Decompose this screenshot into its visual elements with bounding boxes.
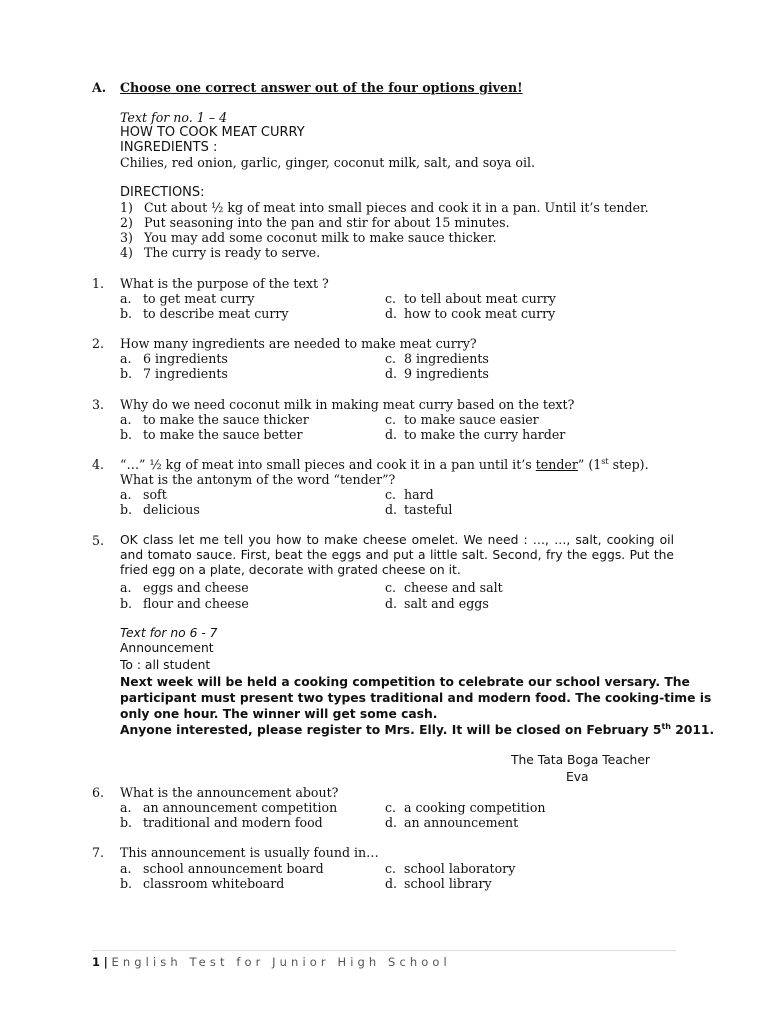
question-3 — [0, 397, 768, 413]
option-d[interactable]: an announcement — [404, 815, 519, 830]
footer-text: English Test for Junior High School — [111, 955, 451, 969]
underlined-word: tender — [535, 457, 578, 472]
direction-step — [0, 245, 768, 261]
announcement-heading: Announcement — [120, 641, 214, 655]
option-b[interactable]: to describe meat curry — [143, 306, 289, 321]
option-b[interactable]: classroom whiteboard — [143, 876, 285, 891]
option-letter: d. — [385, 502, 398, 517]
options-row — [0, 580, 768, 596]
directions-heading: DIRECTIONS: — [120, 185, 205, 200]
option-letter: c. — [385, 861, 397, 876]
option-d[interactable]: how to cook meat curry — [404, 306, 556, 321]
option-a[interactable]: 6 ingredients — [143, 351, 228, 366]
question-number: 1. — [92, 276, 105, 291]
option-letter: b. — [120, 427, 133, 442]
question-number: 6. — [92, 785, 105, 800]
options-row — [0, 366, 768, 382]
option-letter: d. — [385, 366, 398, 381]
text1-label: Text for no. 1 – 4 — [120, 110, 228, 125]
option-c[interactable]: hard — [404, 487, 434, 502]
option-letter: c. — [385, 412, 397, 427]
option-letter: b. — [120, 306, 133, 321]
option-letter: b. — [120, 596, 133, 611]
direction-step — [0, 230, 768, 246]
option-a[interactable]: soft — [143, 487, 167, 502]
page-footer — [92, 955, 451, 969]
option-d[interactable]: tasteful — [404, 502, 453, 517]
option-d[interactable]: 9 ingredients — [404, 366, 489, 381]
section-instruction: Choose one correct answer out of the four options given! — [120, 80, 523, 95]
question-number: 4. — [92, 457, 105, 472]
question-5-line: OK class let me tell you how to make cheese omelet. We need : …, …, salt, cooking oil — [120, 533, 674, 547]
question-number: 2. — [92, 336, 105, 351]
option-letter: d. — [385, 815, 398, 830]
option-letter: c. — [385, 800, 397, 815]
option-a[interactable]: to make the sauce thicker — [143, 412, 309, 427]
options-row — [0, 815, 768, 831]
options-row — [0, 800, 768, 816]
option-c[interactable]: to tell about meat curry — [404, 291, 556, 306]
question-6 — [0, 785, 768, 801]
option-a[interactable]: school announcement board — [143, 861, 324, 876]
question-4-line2 — [0, 472, 768, 488]
question-text: This announcement is usually found in… — [120, 845, 379, 860]
options-row — [0, 596, 768, 612]
question-text: How many ingredients are needed to make meat curry? — [120, 336, 477, 351]
announcement-text: Anyone interested, please register to Mrs. Elly. It will be closed on February 5 — [120, 723, 662, 737]
option-c[interactable]: 8 ingredients — [404, 351, 489, 366]
option-c[interactable]: to make sauce easier — [404, 412, 539, 427]
option-c[interactable]: a cooking competition — [404, 800, 546, 815]
option-a[interactable]: to get meat curry — [143, 291, 255, 306]
step-number: 4) — [120, 245, 133, 260]
question-text: What is the purpose of the text ? — [120, 276, 329, 291]
question-text — [120, 457, 649, 473]
options-row — [0, 291, 768, 307]
question-4 — [0, 457, 768, 473]
option-b[interactable]: 7 ingredients — [143, 366, 228, 381]
options-row — [0, 306, 768, 322]
option-letter: a. — [120, 861, 132, 876]
option-letter: b. — [120, 876, 133, 891]
options-row — [0, 412, 768, 428]
option-b[interactable]: delicious — [143, 502, 200, 517]
question-text-part: “…” ½ kg of meat into small pieces and cook it in a pan until it’s — [120, 457, 536, 472]
question-number: 3. — [92, 397, 105, 412]
question-text: Why do we need coconut milk in making meat curry based on the text? — [120, 397, 575, 412]
announcement-recipient: To : all student — [120, 658, 211, 672]
question-text-part: ” (1 — [577, 457, 602, 472]
announcement-line: participant must present two types traditional and modern food. The cooking-time is — [120, 691, 712, 705]
announcement-text: 2011. — [670, 723, 715, 737]
question-number: 5. — [92, 533, 105, 548]
announcement-line — [120, 723, 714, 739]
superscript: th — [661, 721, 671, 731]
options-row — [0, 427, 768, 443]
options-row — [0, 502, 768, 518]
option-letter: b. — [120, 366, 133, 381]
option-d[interactable]: to make the curry harder — [404, 427, 566, 442]
option-letter: d. — [385, 427, 398, 442]
ingredients-list: Chilies, red onion, garlic, ginger, coconut milk, salt, and soya oil. — [120, 155, 536, 170]
option-a[interactable]: an announcement competition — [143, 800, 338, 815]
announcement-line: only one hour. The winner will get some cash. — [120, 707, 438, 721]
option-d[interactable]: salt and eggs — [404, 596, 489, 611]
option-letter: d. — [385, 876, 398, 891]
step-number: 1) — [120, 200, 133, 215]
step-text: You may add some coconut milk to make sauce thicker. — [144, 230, 497, 245]
option-c[interactable]: school laboratory — [404, 861, 516, 876]
options-row — [0, 876, 768, 892]
option-letter: a. — [120, 412, 132, 427]
option-letter: a. — [120, 487, 132, 502]
option-b[interactable]: traditional and modern food — [143, 815, 323, 830]
footer-separator: | — [103, 955, 108, 969]
option-letter: c. — [385, 351, 397, 366]
question-5-line: and tomato sauce. First, beat the eggs and put a little salt. Second, fry the eggs. Put the — [120, 548, 674, 562]
option-letter: a. — [120, 351, 132, 366]
signature-title: The Tata Boga Teacher — [511, 753, 650, 767]
announcement-line: Next week will be held a cooking competition to celebrate our school versary. The — [120, 675, 690, 689]
option-letter: b. — [120, 502, 133, 517]
direction-step — [0, 215, 768, 231]
option-letter: c. — [385, 580, 397, 595]
option-letter: a. — [120, 291, 132, 306]
options-row — [0, 861, 768, 877]
question-number: 7. — [92, 845, 105, 860]
question-2 — [0, 336, 768, 352]
question-text-part: step). — [608, 457, 649, 472]
step-number: 3) — [120, 230, 133, 245]
ingredients-heading: INGREDIENTS : — [120, 140, 218, 155]
step-text: The curry is ready to serve. — [144, 245, 321, 260]
question-text: What is the announcement about? — [120, 785, 339, 800]
question-5-line: fried egg on a plate, decorate with grated cheese on it. — [120, 563, 461, 577]
superscript: st — [601, 456, 609, 466]
option-letter: a. — [120, 580, 132, 595]
signature-name: Eva — [566, 770, 589, 784]
options-row — [0, 487, 768, 503]
step-text: Put seasoning into the pan and stir for about 15 minutes. — [144, 215, 510, 230]
footer-rule — [92, 950, 676, 951]
option-c[interactable]: cheese and salt — [404, 580, 503, 595]
section-letter: A. — [92, 80, 107, 95]
option-d[interactable]: school library — [404, 876, 492, 891]
question-1 — [0, 276, 768, 292]
options-row — [0, 351, 768, 367]
option-letter: b. — [120, 815, 133, 830]
option-letter: d. — [385, 596, 398, 611]
option-letter: d. — [385, 306, 398, 321]
question-7 — [0, 845, 768, 861]
question-text: What is the antonym of the word “tender”? — [120, 472, 396, 487]
direction-step — [0, 200, 768, 216]
option-b[interactable]: to make the sauce better — [143, 427, 303, 442]
text1-title: HOW TO COOK MEAT CURRY — [120, 125, 305, 140]
text2-label: Text for no 6 - 7 — [120, 626, 218, 640]
option-b[interactable]: flour and cheese — [143, 596, 249, 611]
step-number: 2) — [120, 215, 133, 230]
page-number: 1 — [92, 955, 101, 969]
option-letter: c. — [385, 487, 397, 502]
step-text: Cut about ½ kg of meat into small pieces and cook it in a pan. Until it’s tender. — [144, 200, 649, 215]
option-letter: c. — [385, 291, 397, 306]
option-a[interactable]: eggs and cheese — [143, 580, 249, 595]
option-letter: a. — [120, 800, 132, 815]
